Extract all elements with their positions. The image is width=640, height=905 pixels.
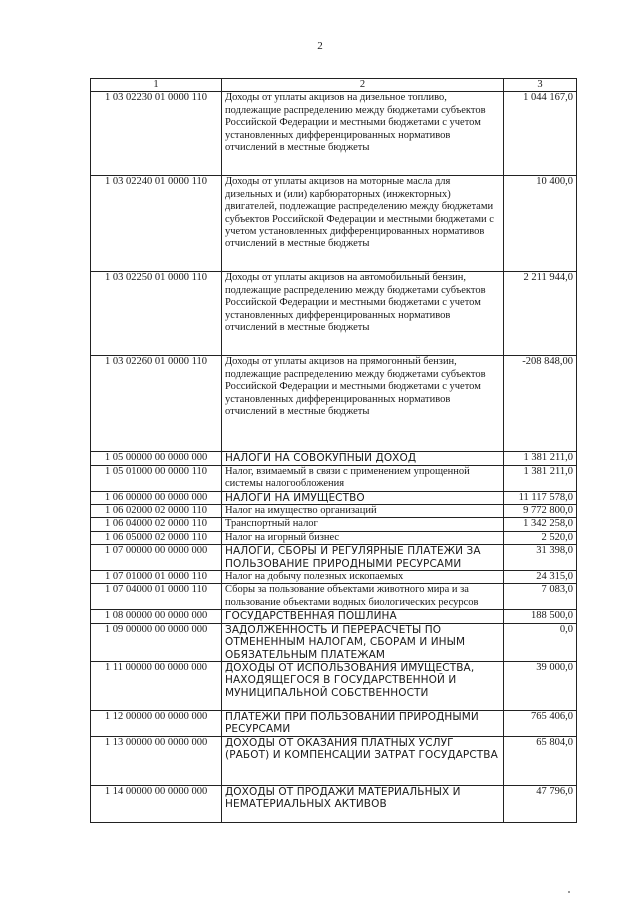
budget-code-cell: 1 05 01000 00 0000 110 bbox=[91, 465, 222, 491]
budget-code-cell: 1 13 00000 00 0000 000 bbox=[91, 736, 222, 785]
amount-cell: 2 211 944,0 bbox=[504, 272, 577, 356]
amount-cell: 65 804,0 bbox=[504, 736, 577, 785]
amount-cell: -208 848,00 bbox=[504, 356, 577, 452]
table-row bbox=[91, 452, 577, 465]
budget-code-cell: 1 14 00000 00 0000 000 bbox=[91, 785, 222, 822]
revenue-name-cell: ЗАДОЛЖЕННОСТЬ И ПЕРЕРАСЧЕТЫ ПО ОТМЕНЕННЫМ НАЛОГАМ, СБОРАМ И ИНЫМ ОБЯЗАТЕЛЬНЫМ ПЛАТЕЖАМ bbox=[222, 623, 504, 661]
table-row bbox=[91, 491, 577, 504]
budget-code-cell: 1 08 00000 00 0000 000 bbox=[91, 610, 222, 623]
table-row bbox=[91, 176, 577, 272]
amount-cell: 1 342 258,0 bbox=[504, 518, 577, 531]
header-cell: 2 bbox=[222, 79, 504, 92]
revenue-name-cell: ГОСУДАРСТВЕННАЯ ПОШЛИНА bbox=[222, 610, 504, 623]
table-row bbox=[91, 623, 577, 661]
table-row bbox=[91, 610, 577, 623]
amount-cell: 11 117 578,0 bbox=[504, 491, 577, 504]
table-row bbox=[91, 584, 577, 610]
table-row bbox=[91, 465, 577, 491]
table-row bbox=[91, 710, 577, 736]
amount-cell: 39 000,0 bbox=[504, 661, 577, 710]
revenue-name-cell: Налог на игорный бизнес bbox=[222, 531, 504, 544]
budget-code-cell: 1 03 02240 01 0000 110 bbox=[91, 176, 222, 272]
table-row bbox=[91, 531, 577, 544]
table-row bbox=[91, 92, 577, 176]
amount-cell: 0,0 bbox=[504, 623, 577, 661]
revenue-name-cell: Налог, взимаемый в связи с применением упрощенной системы налогообложения bbox=[222, 465, 504, 491]
revenue-name-cell: НАЛОГИ НА ИМУЩЕСТВО bbox=[222, 491, 504, 504]
scan-speck bbox=[568, 891, 570, 893]
revenue-name-cell: Налог на имущество организаций bbox=[222, 505, 504, 518]
amount-cell: 7 083,0 bbox=[504, 584, 577, 610]
budget-code-cell: 1 12 00000 00 0000 000 bbox=[91, 710, 222, 736]
budget-code-cell: 1 03 02230 01 0000 110 bbox=[91, 92, 222, 176]
table-row bbox=[91, 571, 577, 584]
amount-cell: 31 398,0 bbox=[504, 545, 577, 571]
amount-cell: 1 381 211,0 bbox=[504, 452, 577, 465]
revenue-name-cell: ДОХОДЫ ОТ ПРОДАЖИ МАТЕРИАЛЬНЫХ И НЕМАТЕРИАЛЬНЫХ АКТИВОВ bbox=[222, 785, 504, 822]
budget-code-cell: 1 03 02260 01 0000 110 bbox=[91, 356, 222, 452]
amount-cell: 188 500,0 bbox=[504, 610, 577, 623]
table-row bbox=[91, 518, 577, 531]
revenue-name-cell: ДОХОДЫ ОТ ОКАЗАНИЯ ПЛАТНЫХ УСЛУГ (РАБОТ) И КОМПЕНСАЦИИ ЗАТРАТ ГОСУДАРСТВА bbox=[222, 736, 504, 785]
table-row bbox=[91, 272, 577, 356]
revenue-name-cell: ДОХОДЫ ОТ ИСПОЛЬЗОВАНИЯ ИМУЩЕСТВА, НАХОДЯЩЕГОСЯ В ГОСУДАРСТВЕННОЙ И МУНИЦИПАЛЬНОЙ СОБСТВЕННОСТИ bbox=[222, 661, 504, 710]
revenue-name-cell: Доходы от уплаты акцизов на прямогонный бензин, подлежащие распределению между бюджетами субъектов Российской Федерации и местными бюджетами с учетом установленных дифференцированных нормативов отчислений в местные бюджеты bbox=[222, 356, 504, 452]
header-cell: 1 bbox=[91, 79, 222, 92]
revenue-name-cell: Доходы от уплаты акцизов на дизельное топливо, подлежащие распределению между бюджетами субъектов Российской Федерации и местными бюджетами с учетом установленных дифференцированных нормативов отчислений в местные бюджеты bbox=[222, 92, 504, 176]
revenue-name-cell: Доходы от уплаты акцизов на автомобильный бензин, подлежащие распределению между бюджетами субъектов Российской Федерации и местными бюджетами с учетом установленных дифференцированных нормативов отчислений в местные бюджеты bbox=[222, 272, 504, 356]
budget-code-cell: 1 07 00000 00 0000 000 bbox=[91, 545, 222, 571]
revenue-name-cell: ПЛАТЕЖИ ПРИ ПОЛЬЗОВАНИИ ПРИРОДНЫМИ РЕСУРСАМИ bbox=[222, 710, 504, 736]
amount-cell: 1 044 167,0 bbox=[504, 92, 577, 176]
budget-code-cell: 1 06 05000 02 0000 110 bbox=[91, 531, 222, 544]
amount-cell: 9 772 800,0 bbox=[504, 505, 577, 518]
budget-code-cell: 1 05 00000 00 0000 000 bbox=[91, 452, 222, 465]
budget-code-cell: 1 07 01000 01 0000 110 bbox=[91, 571, 222, 584]
table-row bbox=[91, 545, 577, 571]
table-row bbox=[91, 505, 577, 518]
table-row bbox=[91, 661, 577, 710]
revenue-name-cell: НАЛОГИ, СБОРЫ И РЕГУЛЯРНЫЕ ПЛАТЕЖИ ЗА ПОЛЬЗОВАНИЕ ПРИРОДНЫМИ РЕСУРСАМИ bbox=[222, 545, 504, 571]
budget-code-cell: 1 09 00000 00 0000 000 bbox=[91, 623, 222, 661]
revenue-name-cell: НАЛОГИ НА СОВОКУПНЫЙ ДОХОД bbox=[222, 452, 504, 465]
budget-code-cell: 1 06 04000 02 0000 110 bbox=[91, 518, 222, 531]
amount-cell: 24 315,0 bbox=[504, 571, 577, 584]
revenue-name-cell: Доходы от уплаты акцизов на моторные масла для дизельных и (или) карбюраторных (инжекторных) двигателей, подлежащие распределению между бюджетами субъектов Российской Федерации и местными бюджетами с учетом установленных дифференцированных нормативов отчислений в местные бюджеты bbox=[222, 176, 504, 272]
amount-cell: 2 520,0 bbox=[504, 531, 577, 544]
table-row bbox=[91, 736, 577, 785]
page-number: 2 bbox=[317, 40, 323, 52]
revenue-name-cell: Сборы за пользование объектами животного мира и за пользование объектами водных биологических ресурсов bbox=[222, 584, 504, 610]
table-header-row bbox=[91, 79, 577, 92]
amount-cell: 765 406,0 bbox=[504, 710, 577, 736]
revenue-table bbox=[90, 78, 577, 823]
revenue-name-cell: Транспортный налог bbox=[222, 518, 504, 531]
amount-cell: 47 796,0 bbox=[504, 785, 577, 822]
budget-code-cell: 1 11 00000 00 0000 000 bbox=[91, 661, 222, 710]
budget-code-cell: 1 06 00000 00 0000 000 bbox=[91, 491, 222, 504]
budget-code-cell: 1 03 02250 01 0000 110 bbox=[91, 272, 222, 356]
table-row bbox=[91, 356, 577, 452]
revenue-name-cell: Налог на добычу полезных ископаемых bbox=[222, 571, 504, 584]
table-row bbox=[91, 785, 577, 822]
budget-code-cell: 1 06 02000 02 0000 110 bbox=[91, 505, 222, 518]
amount-cell: 1 381 211,0 bbox=[504, 465, 577, 491]
header-cell: 3 bbox=[504, 79, 577, 92]
budget-code-cell: 1 07 04000 01 0000 110 bbox=[91, 584, 222, 610]
amount-cell: 10 400,0 bbox=[504, 176, 577, 272]
